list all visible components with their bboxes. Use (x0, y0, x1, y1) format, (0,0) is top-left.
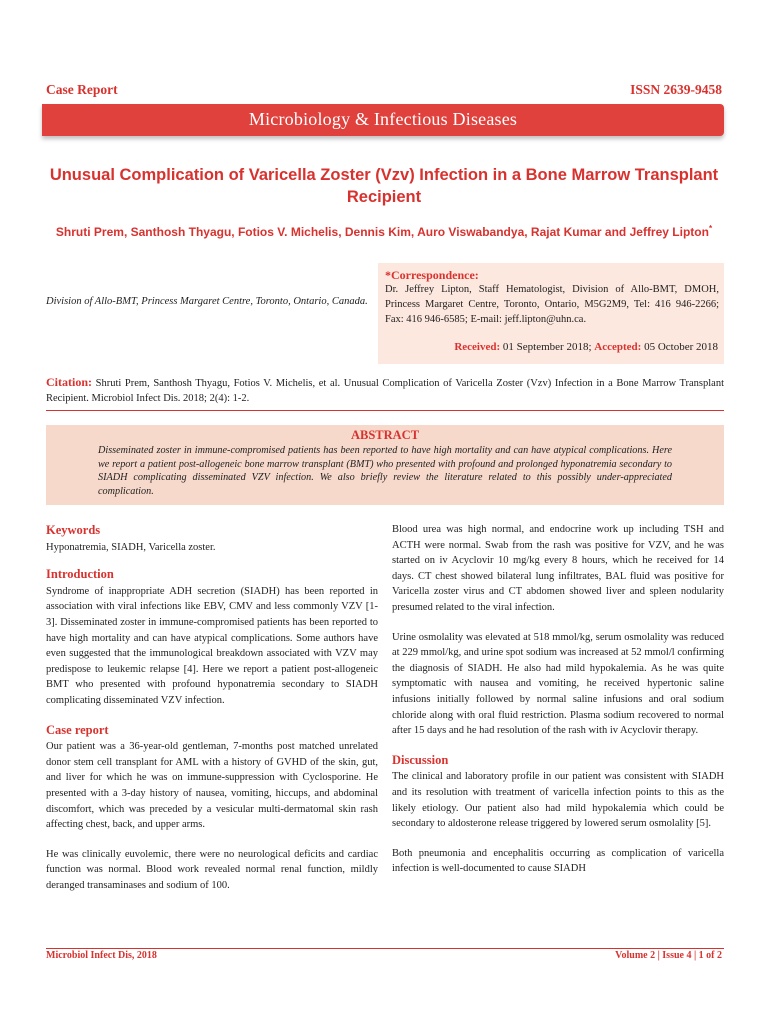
affiliation: Division of Allo-BMT, Princess Margaret Centre, Toronto, Ontario, Canada. (46, 296, 368, 307)
citation-divider (46, 410, 724, 411)
correspondence-text: Dr. Jeffrey Lipton, Staff Hematologist, Division of Allo-BMT, DMOH, Princess Margaret Centre, Toronto, Ontario, M5G2M9, Tel: 416 946-2266; Fax: 416 946-6585; E-mail: jeff.lipton@uhn.ca. (385, 284, 719, 325)
received-label: Received: (454, 341, 501, 353)
corresponding-author-mark: * (708, 224, 713, 233)
keywords-heading: Keywords (46, 523, 101, 537)
correspondence-heading: *Correspondence: (385, 268, 479, 282)
journal-topline (46, 82, 722, 100)
abstract-heading: ABSTRACT (350, 428, 420, 442)
footer-divider (46, 948, 724, 949)
discussion-heading: Discussion (392, 752, 449, 767)
footer-page-info: Volume 2 | Issue 4 | 1 of 2 (615, 950, 722, 961)
left-column (46, 523, 378, 907)
introduction-section (46, 567, 378, 708)
received-date: 01 September 2018; (502, 341, 592, 353)
case-report-heading: Case report (46, 722, 109, 737)
author-list (40, 220, 728, 241)
case-report-paragraph-1: Our patient was a 36-year-old gentleman, 7-months post matched unrelated donor stem cell transplant for AML with a history of GVHD of the skin, gut, and liver for which he was on immune-suppression with Cyclosporine. He presented with a 3-day history of nausea, vomiting, hiccups, and abdominal discomfort, which was preceded by a vesicular multi-dermatomal skin rash affecting chest, back, and upper arms. (46, 741, 378, 831)
accepted-date: 05 October 2018 (644, 341, 718, 353)
authors-text: Shruti Prem, Santhosh Thyagu, Fotios V. Michelis, Dennis Kim, Auro Viswabandya, Rajat Kumar and Jeffrey Lipton (55, 225, 709, 239)
discussion-paragraph-1: The clinical and laboratory profile in our patient was consistent with SIADH and its resolution with treatment of varicella infection points to this as the likely etiology. Our patient also had mild hypokalemia which could be secondary to aldosterone release triggered by lowered serum osmolality [5]. (392, 771, 724, 830)
case-report-section (46, 723, 378, 894)
citation-text: Shruti Prem, Santhosh Thyagu, Fotios V. Michelis, et al. Unusual Complication of Varicella Zoster (Vzv) Infection in a Bone Marrow Transplant Recipient. Microbiol Infect Dis. 2018; 2(4): 1-2. (46, 378, 725, 404)
case-report-paragraph-2: He was clinically euvolemic, there were no neurological deficits and cardiac function was normal. Blood work revealed normal renal function, mildly deranged transaminases and sodium of 100. (46, 848, 378, 891)
issn-label: ISSN 2639-9458 (630, 82, 722, 97)
citation-label: Citation: (46, 375, 92, 389)
journal-banner (42, 104, 724, 136)
abstract-text: Disseminated zoster in immune-compromised patients has been reported to have high mortality and can have atypical complications. Here we report a patient post-allogeneic bone marrow transplant (BMT) who presented with profound and prolonged hyponatremia secondary to SIADH complicating disseminated VZV infection. We also briefly review the literature related to this possibly under-appreciated complication. (98, 445, 672, 497)
article-title: Unusual Complication of Varicella Zoster (Vzv) Infection in a Bone Marrow Transplant Recipient (49, 166, 719, 206)
introduction-heading: Introduction (46, 567, 114, 582)
article-dates (378, 341, 718, 353)
accepted-label: Accepted: (594, 341, 642, 353)
case-report-paragraph-4: Urine osmolality was elevated at 518 mmol/kg, serum osmolality was reduced at 229 mmol/kg, and urine spot sodium was increased at 52 mmol/l confirming the diagnosis of SIADH. He also had mild hypokalemia. As he was quite symptomatic with nausea and vomiting, he received hypertonic saline infusions initially followed by normal saline infusions and oral sodium chloride along with oral fluid restriction. Plasma sodium recovered to normal after 15 days and he had resolution of the rash with iv Acyclovir therapy. (392, 631, 724, 737)
journal-name: Microbiology & Infectious Diseases (248, 109, 518, 129)
article-type-label: Case Report (46, 82, 118, 97)
keywords-section (46, 523, 378, 555)
right-column (392, 522, 724, 891)
correspondence-box (378, 263, 724, 364)
introduction-paragraph: Syndrome of inappropriate ADH secretion (SIADH) has been reported in association with viral infections like EBV, CMV and less commonly VZV [1-3]. Disseminated zoster in immune-compromised patients has been reported to have high mortality and can have atypical complications. Some authors have even suggested that the immunological breakdown associated with VZV may predispose to leukemic relapse [4]. Here we report a patient post-allogeneic BMT who presented with profound hyponatremia secondary to SIADH complicating disseminated VZV infection. (46, 585, 378, 706)
case-report-paragraph-3: Blood urea was high normal, and endocrine work up including TSH and ACTH were normal. Swab from the rash was positive for VZV, and he was started on iv Acyclovir 10 mg/kg every 8 hours, which he received for 14 days. CT chest showed bilateral lung infiltrates, BAL fluid was positive for Varicella zoster virus and CT abdomen showed liver and spleen nodularity presumed related to the viral infection. (392, 524, 724, 613)
citation-block (46, 375, 724, 406)
keywords-text: Hyponatremia, SIADH, Varicella zoster. (46, 541, 216, 553)
abstract-box (46, 425, 724, 505)
footer-journal-citation: Microbiol Infect Dis, 2018 (46, 950, 157, 961)
discussion-paragraph-2: Both pneumonia and encephalitis occurring as complication of varicella infection is well-documented to cause SIADH (392, 847, 724, 875)
